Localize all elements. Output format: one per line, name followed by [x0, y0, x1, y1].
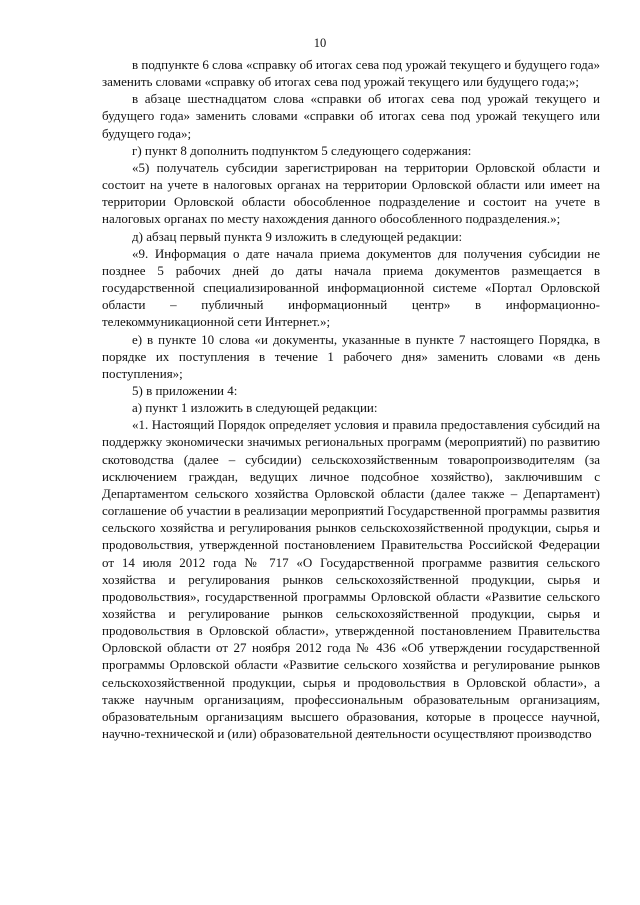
paragraph-item-e: е) в пункте 10 слова «и документы, указанные в пункте 7 настоящего Порядка, в порядке их поступления в течение 1 рабочего дня» заменить словами «в день поступления»;: [102, 331, 600, 381]
document-body: [102, 56, 600, 742]
paragraph-item-9-quote: «9. Информация о дате начала приема документов для получения субсидии не позднее 5 рабочих дней до даты начала приема документов размещается в государственной специализированной информационной системе «Портал Орловской области – публичный информационный центр» в информационно-телекоммуникационной сети Интернет.»;: [102, 245, 600, 330]
paragraph-item-a: а) пункт 1 изложить в следующей редакции:: [132, 400, 378, 416]
paragraph-sowing-report-sixteenth: в абзаце шестнадцатом слова «справки об итогах сева под урожай текущего и будущего года» заменить словами «справки об итогах сева под урожай текущего или будущего года»;: [102, 91, 600, 141]
paragraph-sowing-report-subitem-6: в подпункте 6 слова «справку об итогах сева под урожай текущего и будущего года» заменить словами «справку об итогах сева под урожай текущего или будущего года;»;: [102, 57, 600, 90]
paragraph-appendix-4: 5) в приложении 4:: [132, 382, 238, 398]
paragraph-item-d: д) абзац первый пункта 9 изложить в следующей редакции:: [132, 228, 463, 244]
paragraph-item-1-quote: «1. Настоящий Порядок определяет условия и правила предоставления субсидий на поддержку экономически значимых региональных программ (мероприятий) по развитию скотоводства (далее – субсидии) сельскохозяйственным товаропроизводителям (за исключением граждан, ведущих личное подсобное хозяйство), заключившим с Департаментом сельского хозяйства Орловской области (далее также – Департамент) соглашение об участии в реализации мероприятий Государственной программы развития сельского хозяйства и регулирования рынков сельскохозяйственной продукции, сырья и продовольствия, утвержденной постановлением Правительства Российской Федерации от 14 июля 2012 года № 717 «О Государственной программе развития сельского хозяйства и регулирования рынков сельскохозяйственной продукции, сырья и продовольствия», государственной программы Орловской области «Развитие сельского хозяйства и регулирование рынков сельскохозяйственной продукции, сырья и продовольствия в Орловской области», утвержденной постановлением Правительства Орловской области от 27 ноября 2012 года № 436 «Об утверждении государственной программы Орловской области «Развитие сельского хозяйства и регулирование рынков сельскохозяйственной продукции, сырья и продовольствия в Орловской области», а также научным организациям, профессиональным образовательным организациям, образовательным организациям высшего образования, которые в процессе научной, научно-технической и (или) образовательной деятельности осуществляют производство: [102, 417, 600, 742]
paragraph-item-g: г) пункт 8 дополнить подпунктом 5 следующего содержания:: [132, 142, 472, 158]
paragraph-subitem-5-quote: «5) получатель субсидии зарегистрирован на территории Орловской области и состоит на учете в налоговых органах на территории Орловской области или имеет на территории Орловской области обособленное подразделение и состоит на учете в налоговых органах по месту нахождения данного обособленного подразделения.»;: [102, 159, 600, 227]
page-number: 10: [313, 36, 327, 50]
